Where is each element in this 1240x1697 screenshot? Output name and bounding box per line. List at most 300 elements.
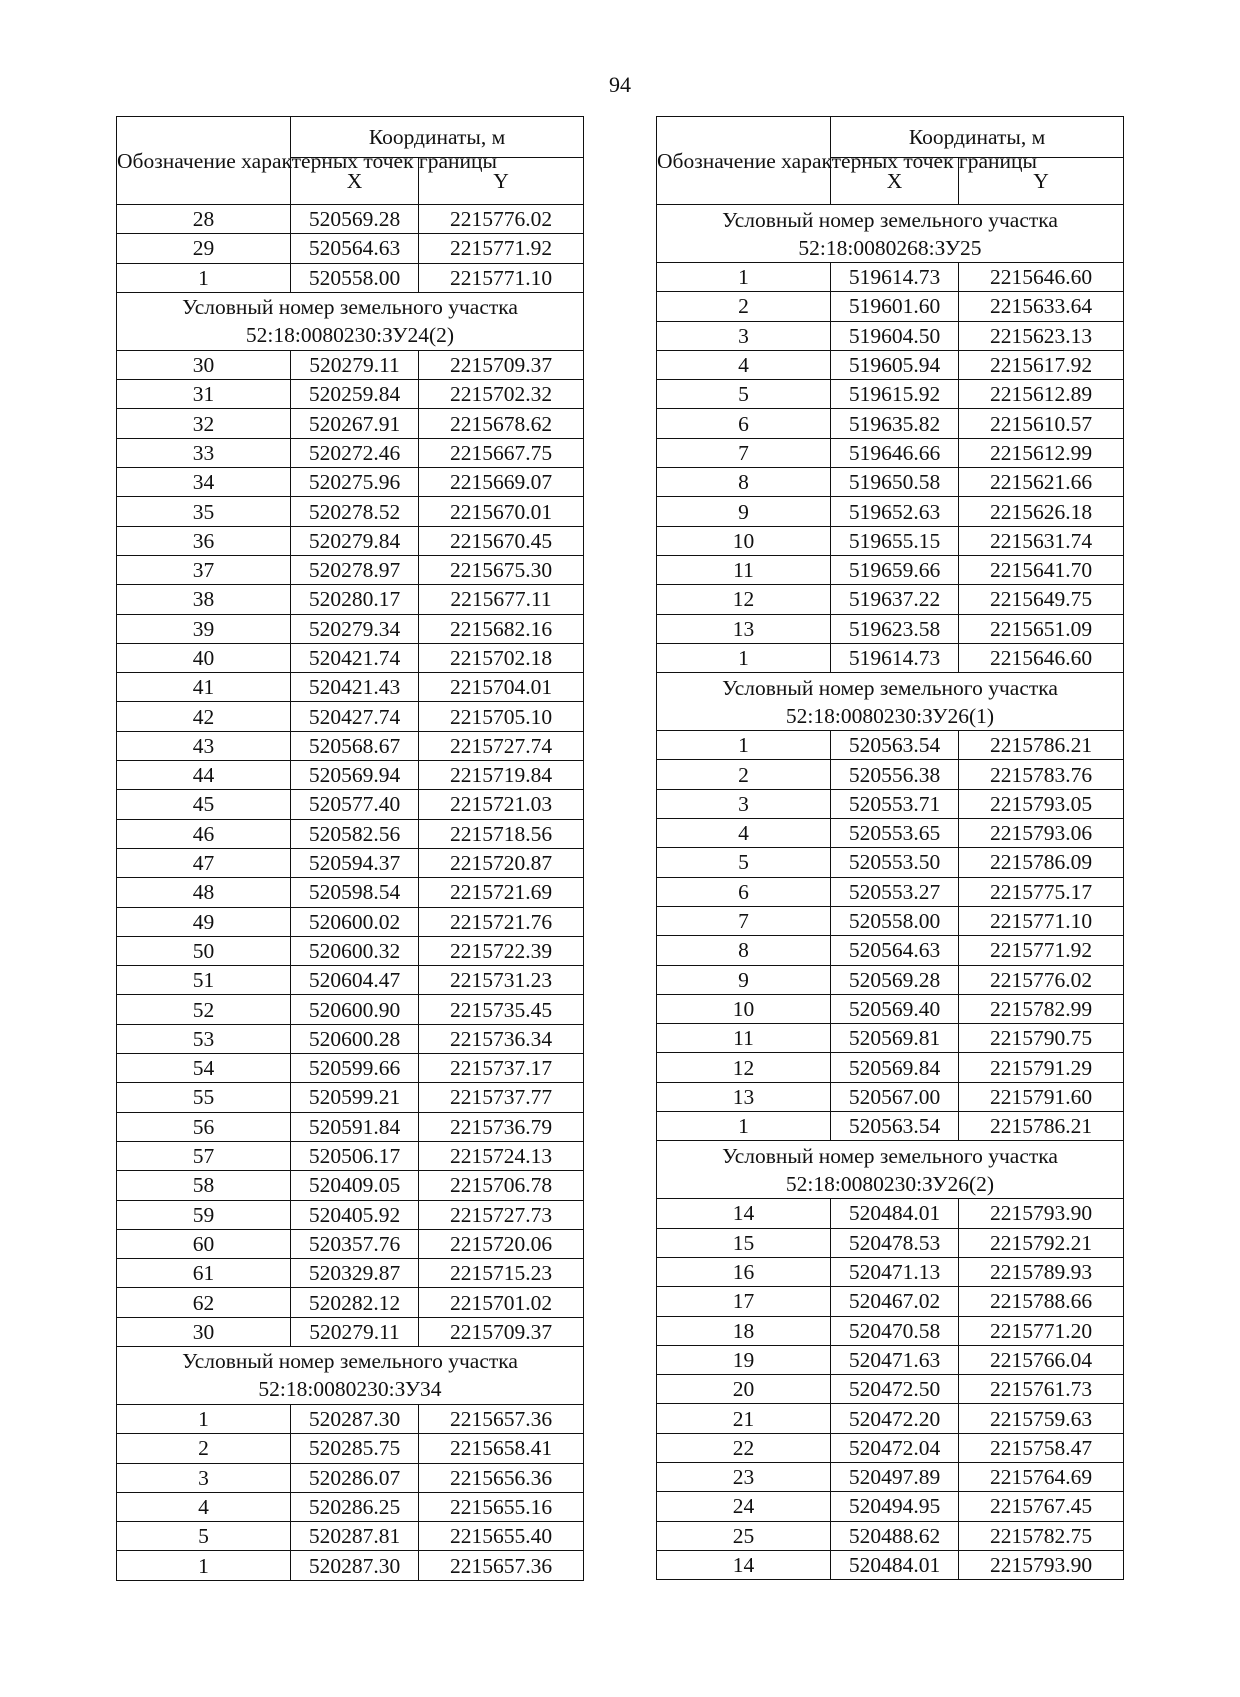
table-row — [117, 380, 584, 409]
y-coordinate-cell: 2215706.78 — [419, 1171, 584, 1200]
y-coordinate-cell: 2215782.99 — [959, 994, 1124, 1023]
parcel-caption: Условный номер земельного участка — [722, 1143, 1058, 1168]
y-coordinate-cell: 2215771.10 — [419, 263, 584, 292]
table-row — [117, 1463, 584, 1492]
table-row — [657, 1199, 1124, 1228]
point-cell: 14 — [657, 1550, 831, 1579]
point-cell: 29 — [117, 234, 291, 263]
point-cell: 12 — [657, 585, 831, 614]
point-cell: 60 — [117, 1229, 291, 1258]
y-coordinate-cell: 2215759.63 — [959, 1404, 1124, 1433]
point-cell: 11 — [657, 1024, 831, 1053]
y-coordinate-cell: 2215766.04 — [959, 1345, 1124, 1374]
table-row — [657, 1287, 1124, 1316]
y-coordinate-cell: 2215705.10 — [419, 702, 584, 731]
point-cell: 8 — [657, 936, 831, 965]
y-coordinate-cell: 2215617.92 — [959, 350, 1124, 379]
table-row — [117, 1200, 584, 1229]
table-row — [117, 1112, 584, 1141]
y-coordinate-cell: 2215771.20 — [959, 1316, 1124, 1345]
x-coordinate-cell: 520591.84 — [291, 1112, 419, 1141]
x-coordinate-cell: 520558.00 — [831, 906, 959, 935]
x-coordinate-cell: 520286.07 — [291, 1463, 419, 1492]
x-coordinate-cell: 519646.66 — [831, 438, 959, 467]
y-coordinate-cell: 2215612.89 — [959, 380, 1124, 409]
x-coordinate-cell: 520600.28 — [291, 1024, 419, 1053]
table-row — [657, 994, 1124, 1023]
x-coordinate-cell: 519635.82 — [831, 409, 959, 438]
y-coordinate-cell: 2215701.02 — [419, 1288, 584, 1317]
table-row — [657, 263, 1124, 292]
x-coordinate-cell: 520563.54 — [831, 1112, 959, 1141]
x-coordinate-cell: 520357.76 — [291, 1229, 419, 1258]
point-cell: 4 — [657, 819, 831, 848]
table-row — [657, 1316, 1124, 1345]
point-cell: 28 — [117, 205, 291, 234]
table-row — [117, 819, 584, 848]
table-row — [117, 790, 584, 819]
point-cell: 44 — [117, 761, 291, 790]
y-coordinate-cell: 2215621.66 — [959, 468, 1124, 497]
y-coordinate-cell: 2215737.77 — [419, 1083, 584, 1112]
point-cell: 10 — [657, 526, 831, 555]
y-coordinate-cell: 2215793.90 — [959, 1550, 1124, 1579]
x-coordinate-cell: 520275.96 — [291, 468, 419, 497]
table-row — [117, 555, 584, 584]
point-cell: 9 — [657, 965, 831, 994]
y-coordinate-cell: 2215758.47 — [959, 1433, 1124, 1462]
point-cell: 11 — [657, 555, 831, 584]
point-cell: 13 — [657, 614, 831, 643]
table-row — [657, 1521, 1124, 1550]
y-coordinate-cell: 2215718.56 — [419, 819, 584, 848]
x-coordinate-cell: 520497.89 — [831, 1462, 959, 1491]
y-coordinate-cell: 2215727.73 — [419, 1200, 584, 1229]
x-coordinate-cell: 520467.02 — [831, 1287, 959, 1316]
point-cell: 21 — [657, 1404, 831, 1433]
point-cell: 38 — [117, 585, 291, 614]
y-coordinate-cell: 2215771.10 — [959, 906, 1124, 935]
x-coordinate-cell: 520569.84 — [831, 1053, 959, 1082]
point-cell: 5 — [117, 1522, 291, 1551]
point-cell: 39 — [117, 614, 291, 643]
table-body — [657, 205, 1124, 1580]
x-coordinate-cell: 520472.04 — [831, 1433, 959, 1462]
table-row — [117, 585, 584, 614]
table-row — [117, 702, 584, 731]
y-coordinate-cell: 2215771.92 — [959, 936, 1124, 965]
x-coordinate-cell: 520287.30 — [291, 1551, 419, 1580]
x-coordinate-cell: 520484.01 — [831, 1550, 959, 1579]
y-coordinate-cell: 2215657.36 — [419, 1551, 584, 1580]
parcel-caption: Условный номер земельного участка — [182, 1349, 518, 1374]
table-row — [657, 1112, 1124, 1141]
x-coordinate-cell: 520285.75 — [291, 1434, 419, 1463]
x-coordinate-cell: 520569.81 — [831, 1024, 959, 1053]
x-coordinate-cell: 520494.95 — [831, 1492, 959, 1521]
table-row — [657, 1433, 1124, 1462]
y-coordinate-cell: 2215736.79 — [419, 1112, 584, 1141]
point-cell: 18 — [657, 1316, 831, 1345]
x-coordinate-cell: 520553.50 — [831, 848, 959, 877]
table-row — [657, 1492, 1124, 1521]
table-row — [657, 555, 1124, 584]
point-cell: 40 — [117, 643, 291, 672]
table-row — [117, 848, 584, 877]
table-row — [657, 1462, 1124, 1491]
y-coordinate-cell: 2215715.23 — [419, 1259, 584, 1288]
point-cell: 45 — [117, 790, 291, 819]
table-row — [657, 1345, 1124, 1374]
point-cell: 8 — [657, 468, 831, 497]
y-coordinate-cell: 2215651.09 — [959, 614, 1124, 643]
x-coordinate-cell: 520279.84 — [291, 526, 419, 555]
y-coordinate-cell: 2215788.66 — [959, 1287, 1124, 1316]
x-coordinate-cell: 520563.54 — [831, 731, 959, 760]
point-cell: 1 — [657, 731, 831, 760]
table-row — [657, 1257, 1124, 1286]
x-coordinate-cell: 520567.00 — [831, 1082, 959, 1111]
y-coordinate-cell: 2215702.18 — [419, 643, 584, 672]
y-coordinate-cell: 2215724.13 — [419, 1141, 584, 1170]
x-coordinate-cell: 520471.63 — [831, 1345, 959, 1374]
point-cell: 36 — [117, 526, 291, 555]
point-cell: 42 — [117, 702, 291, 731]
y-coordinate-cell: 2215776.02 — [419, 205, 584, 234]
y-coordinate-cell: 2215793.06 — [959, 819, 1124, 848]
table-row — [657, 292, 1124, 321]
x-coordinate-cell: 520553.27 — [831, 877, 959, 906]
table-row — [117, 1288, 584, 1317]
y-coordinate-cell: 2215719.84 — [419, 761, 584, 790]
y-coordinate-cell: 2215792.21 — [959, 1228, 1124, 1257]
parcel-group-header — [117, 1346, 584, 1404]
table-row — [657, 438, 1124, 467]
point-cell: 25 — [657, 1521, 831, 1550]
y-coordinate-cell: 2215720.87 — [419, 848, 584, 877]
point-cell: 6 — [657, 409, 831, 438]
table-row — [117, 1492, 584, 1521]
table-row — [117, 526, 584, 555]
y-coordinate-cell: 2215721.69 — [419, 878, 584, 907]
y-coordinate-cell: 2215667.75 — [419, 438, 584, 467]
parcel-caption: Условный номер земельного участка — [182, 295, 518, 320]
x-coordinate-cell: 520600.32 — [291, 936, 419, 965]
x-coordinate-cell: 520598.54 — [291, 878, 419, 907]
parcel-cadastral-number: 52:18:0080268:ЗУ25 — [798, 235, 982, 260]
table-row — [117, 1083, 584, 1112]
x-coordinate-cell: 519614.73 — [831, 643, 959, 672]
y-coordinate-cell: 2215678.62 — [419, 409, 584, 438]
table-row — [117, 966, 584, 995]
table-row — [117, 409, 584, 438]
y-coordinate-cell: 2215720.06 — [419, 1229, 584, 1258]
x-coordinate-cell: 520470.58 — [831, 1316, 959, 1345]
x-coordinate-cell: 520599.66 — [291, 1054, 419, 1083]
y-coordinate-cell: 2215670.45 — [419, 526, 584, 555]
y-coordinate-cell: 2215790.75 — [959, 1024, 1124, 1053]
parcel-group-header — [657, 673, 1124, 731]
y-coordinate-cell: 2215610.57 — [959, 409, 1124, 438]
point-cell: 19 — [657, 1345, 831, 1374]
point-cell: 54 — [117, 1054, 291, 1083]
y-column-header: Y — [959, 158, 1124, 205]
table-row — [657, 585, 1124, 614]
table-row — [657, 965, 1124, 994]
y-coordinate-cell: 2215721.76 — [419, 907, 584, 936]
y-coordinate-cell: 2215702.32 — [419, 380, 584, 409]
x-coordinate-cell: 519650.58 — [831, 468, 959, 497]
point-cell: 3 — [657, 321, 831, 350]
point-cell: 55 — [117, 1083, 291, 1112]
table-row — [657, 643, 1124, 672]
point-cell: 3 — [657, 789, 831, 818]
x-coordinate-cell: 520600.02 — [291, 907, 419, 936]
table-row — [657, 936, 1124, 965]
coordinates-header: Координаты, м — [831, 117, 1124, 158]
point-cell: 1 — [117, 1404, 291, 1433]
table-row — [117, 643, 584, 672]
x-coordinate-cell: 520478.53 — [831, 1228, 959, 1257]
table-row — [117, 1522, 584, 1551]
x-coordinate-cell: 520282.12 — [291, 1288, 419, 1317]
y-coordinate-cell: 2215786.09 — [959, 848, 1124, 877]
table-row — [117, 263, 584, 292]
point-cell: 1 — [117, 263, 291, 292]
point-column-header: Обозначение характерных точек границы — [117, 117, 291, 205]
point-cell: 35 — [117, 497, 291, 526]
point-cell: 14 — [657, 1199, 831, 1228]
x-coordinate-cell: 520427.74 — [291, 702, 419, 731]
y-coordinate-cell: 2215623.13 — [959, 321, 1124, 350]
x-coordinate-cell: 520600.90 — [291, 995, 419, 1024]
table-row — [117, 673, 584, 702]
parcel-caption: Условный номер земельного участка — [722, 207, 1058, 232]
y-coordinate-cell: 2215656.36 — [419, 1463, 584, 1492]
x-coordinate-cell: 520558.00 — [291, 263, 419, 292]
x-coordinate-cell: 520569.94 — [291, 761, 419, 790]
y-coordinate-cell: 2215771.92 — [419, 234, 584, 263]
x-coordinate-cell: 520604.47 — [291, 966, 419, 995]
point-cell: 10 — [657, 994, 831, 1023]
point-cell: 1 — [657, 643, 831, 672]
parcel-cadastral-number: 52:18:0080230:ЗУ26(2) — [785, 1171, 995, 1196]
point-cell: 62 — [117, 1288, 291, 1317]
x-coordinate-cell: 520472.50 — [831, 1375, 959, 1404]
table-row — [117, 1434, 584, 1463]
y-coordinate-cell: 2215646.60 — [959, 643, 1124, 672]
x-coordinate-cell: 519614.73 — [831, 263, 959, 292]
x-coordinate-cell: 520287.30 — [291, 1404, 419, 1433]
table-row — [117, 907, 584, 936]
table-row — [117, 995, 584, 1024]
y-coordinate-cell: 2215670.01 — [419, 497, 584, 526]
x-coordinate-cell: 520582.56 — [291, 819, 419, 848]
point-cell: 51 — [117, 966, 291, 995]
parcel-group-header — [117, 292, 584, 350]
point-cell: 30 — [117, 350, 291, 379]
x-coordinate-cell: 520564.63 — [831, 936, 959, 965]
x-coordinate-cell: 520568.67 — [291, 731, 419, 760]
y-coordinate-cell: 2215793.90 — [959, 1199, 1124, 1228]
y-coordinate-cell: 2215789.93 — [959, 1257, 1124, 1286]
table-row — [657, 906, 1124, 935]
point-cell: 43 — [117, 731, 291, 760]
table-row — [657, 468, 1124, 497]
x-coordinate-cell: 520472.20 — [831, 1404, 959, 1433]
table-row — [657, 1024, 1124, 1053]
y-coordinate-cell: 2215736.34 — [419, 1024, 584, 1053]
point-cell: 4 — [117, 1492, 291, 1521]
x-column-header: X — [831, 158, 959, 205]
point-cell: 3 — [117, 1463, 291, 1492]
y-coordinate-cell: 2215786.21 — [959, 731, 1124, 760]
table-row — [117, 731, 584, 760]
table-row — [657, 409, 1124, 438]
table-row — [657, 789, 1124, 818]
table-row — [117, 878, 584, 907]
point-cell: 52 — [117, 995, 291, 1024]
point-cell: 24 — [657, 1492, 831, 1521]
point-cell: 57 — [117, 1141, 291, 1170]
table-row — [117, 1171, 584, 1200]
x-coordinate-cell: 519601.60 — [831, 292, 959, 321]
parcel-group-header — [657, 205, 1124, 263]
x-coordinate-cell: 520569.28 — [291, 205, 419, 234]
x-coordinate-cell: 520280.17 — [291, 585, 419, 614]
y-coordinate-cell: 2215764.69 — [959, 1462, 1124, 1491]
parcel-number-label — [117, 1346, 584, 1404]
point-cell: 32 — [117, 409, 291, 438]
parcel-number-label — [657, 205, 1124, 263]
point-cell: 22 — [657, 1433, 831, 1462]
point-cell: 61 — [117, 1259, 291, 1288]
table-row — [117, 1404, 584, 1433]
y-coordinate-cell: 2215657.36 — [419, 1404, 584, 1433]
table-row — [657, 380, 1124, 409]
table-row — [117, 234, 584, 263]
page-number: 94 — [609, 72, 631, 97]
table-row — [657, 1404, 1124, 1433]
y-coordinate-cell: 2215677.11 — [419, 585, 584, 614]
x-coordinate-cell: 520553.71 — [831, 789, 959, 818]
x-coordinate-cell: 520405.92 — [291, 1200, 419, 1229]
x-coordinate-cell: 519623.58 — [831, 614, 959, 643]
point-cell: 4 — [657, 350, 831, 379]
point-cell: 9 — [657, 497, 831, 526]
table-row — [657, 731, 1124, 760]
point-cell: 33 — [117, 438, 291, 467]
x-column-header: X — [291, 158, 419, 205]
coordinates-table-left — [116, 116, 584, 1581]
point-cell: 58 — [117, 1171, 291, 1200]
point-cell: 5 — [657, 380, 831, 409]
y-coordinate-cell: 2215727.74 — [419, 731, 584, 760]
y-column-header: Y — [419, 158, 584, 205]
y-coordinate-cell: 2215669.07 — [419, 468, 584, 497]
table-row — [657, 877, 1124, 906]
point-cell: 31 — [117, 380, 291, 409]
point-cell: 7 — [657, 438, 831, 467]
y-coordinate-cell: 2215646.60 — [959, 263, 1124, 292]
y-coordinate-cell: 2215631.74 — [959, 526, 1124, 555]
y-coordinate-cell: 2215782.75 — [959, 1521, 1124, 1550]
point-cell: 6 — [657, 877, 831, 906]
point-cell: 53 — [117, 1024, 291, 1053]
table-row — [117, 936, 584, 965]
parcel-cadastral-number: 52:18:0080230:ЗУ34 — [258, 1377, 442, 1402]
x-coordinate-cell: 520287.81 — [291, 1522, 419, 1551]
y-coordinate-cell: 2215655.40 — [419, 1522, 584, 1551]
y-coordinate-cell: 2215682.16 — [419, 614, 584, 643]
y-coordinate-cell: 2215793.05 — [959, 789, 1124, 818]
table-row — [117, 1141, 584, 1170]
x-coordinate-cell: 520421.43 — [291, 673, 419, 702]
y-coordinate-cell: 2215791.60 — [959, 1082, 1124, 1111]
x-coordinate-cell: 519659.66 — [831, 555, 959, 584]
point-cell: 7 — [657, 906, 831, 935]
y-coordinate-cell: 2215786.21 — [959, 1112, 1124, 1141]
x-coordinate-cell: 520279.11 — [291, 350, 419, 379]
y-coordinate-cell: 2215731.23 — [419, 966, 584, 995]
coordinates-header: Координаты, м — [291, 117, 584, 158]
x-coordinate-cell: 520409.05 — [291, 1171, 419, 1200]
table-row — [117, 205, 584, 234]
y-coordinate-cell: 2215735.45 — [419, 995, 584, 1024]
point-cell: 20 — [657, 1375, 831, 1404]
table-row — [657, 350, 1124, 379]
table-row — [117, 761, 584, 790]
table-row — [117, 1054, 584, 1083]
x-coordinate-cell: 520278.97 — [291, 555, 419, 584]
y-coordinate-cell: 2215722.39 — [419, 936, 584, 965]
table-row — [117, 1229, 584, 1258]
x-coordinate-cell: 520329.87 — [291, 1259, 419, 1288]
table-row — [657, 1053, 1124, 1082]
y-coordinate-cell: 2215791.29 — [959, 1053, 1124, 1082]
table-body — [117, 205, 584, 1581]
y-coordinate-cell: 2215783.76 — [959, 760, 1124, 789]
parcel-number-label — [657, 673, 1124, 731]
parcel-number-label — [657, 1141, 1124, 1199]
point-cell: 30 — [117, 1317, 291, 1346]
x-coordinate-cell: 519652.63 — [831, 497, 959, 526]
point-cell: 56 — [117, 1112, 291, 1141]
parcel-number-label — [117, 292, 584, 350]
x-coordinate-cell: 520278.52 — [291, 497, 419, 526]
y-coordinate-cell: 2215704.01 — [419, 673, 584, 702]
table-row — [117, 497, 584, 526]
y-coordinate-cell: 2215721.03 — [419, 790, 584, 819]
point-cell: 2 — [657, 760, 831, 789]
x-coordinate-cell: 520471.13 — [831, 1257, 959, 1286]
y-coordinate-cell: 2215675.30 — [419, 555, 584, 584]
point-cell: 5 — [657, 848, 831, 877]
table-row — [117, 468, 584, 497]
table-row — [117, 1024, 584, 1053]
y-coordinate-cell: 2215761.73 — [959, 1375, 1124, 1404]
point-cell: 46 — [117, 819, 291, 848]
point-cell: 41 — [117, 673, 291, 702]
parcel-cadastral-number: 52:18:0080230:ЗУ26(1) — [785, 703, 995, 728]
point-cell: 15 — [657, 1228, 831, 1257]
x-coordinate-cell: 520286.25 — [291, 1492, 419, 1521]
x-coordinate-cell: 520506.17 — [291, 1141, 419, 1170]
x-coordinate-cell: 520279.11 — [291, 1317, 419, 1346]
table-row — [117, 438, 584, 467]
table-row — [657, 614, 1124, 643]
x-coordinate-cell: 520564.63 — [291, 234, 419, 263]
